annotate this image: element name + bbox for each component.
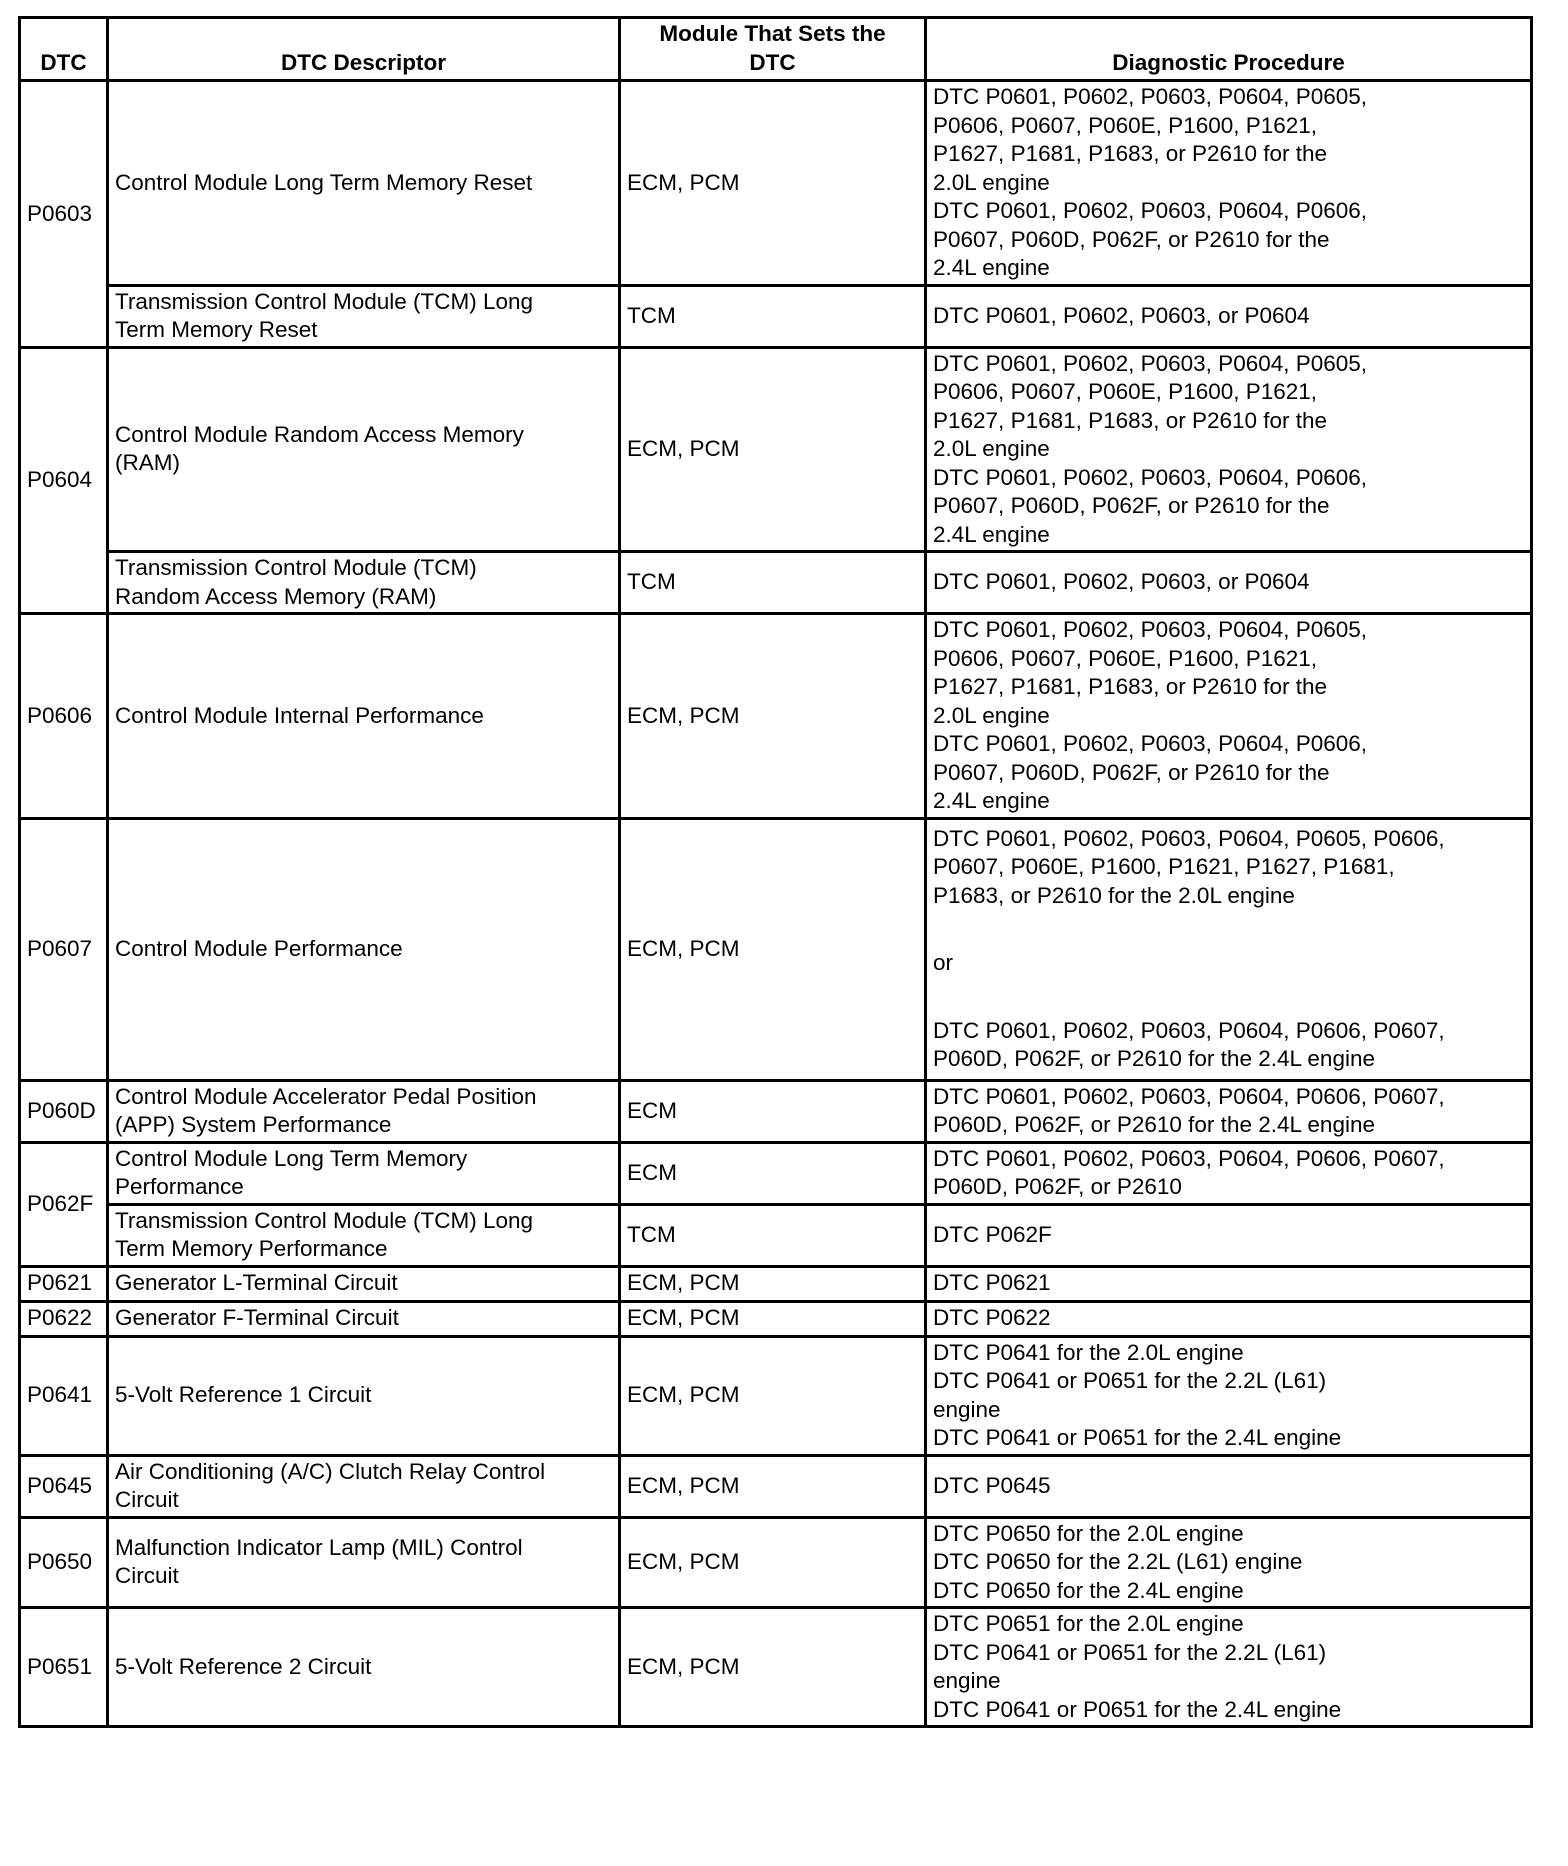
procedure-line: DTC P0601, P0602, P0603, P0604, P0605, [933,350,1368,376]
dtc-descriptor [108,614,620,819]
procedure-cell [926,552,1532,614]
dtc-descriptor [108,1336,620,1455]
procedure-line: DTC P0601, P0602, P0603, or P0604 [933,302,1310,328]
dtc-descriptor [108,1080,620,1142]
dtc-code: P0604 [20,347,108,614]
procedure-line: P0607, P060D, P062F, or P2610 for the [933,759,1330,785]
descriptor-line: Control Module Performance [115,935,403,961]
procedure-line: P0606, P0607, P060E, P1600, P1621, [933,379,1318,404]
module-cell: TCM [620,1204,926,1266]
header-dtc: DTC [20,18,108,81]
dtc-descriptor [108,347,620,552]
procedure-line: DTC P0601, P0602, P0603, P0604, P0605, [933,617,1368,642]
descriptor-line: Control Module Long Term Memory Reset [115,169,533,195]
module-cell: ECM, PCM [620,81,926,286]
procedure-cell [926,818,1532,1080]
procedure-cell [926,1608,1532,1727]
descriptor-line: Circuit [115,1487,179,1512]
descriptor-line: Term Memory Performance [115,1236,388,1261]
procedure-line: P1627, P1681, P1683, or P2610 for the [933,407,1328,433]
table-row [20,1266,1532,1301]
dtc-descriptor [108,1455,620,1517]
dtc-table [18,16,1533,1728]
procedure-cell [926,285,1532,347]
procedure-line: DTC P0601, P0602, P0603, P0604, P0606, [933,198,1368,223]
procedure-cell [926,1517,1532,1608]
descriptor-line: Air Conditioning (A/C) Clutch Relay Control [115,1458,546,1484]
procedure-line: DTC P0641 or P0651 for the 2.4L engine [933,1696,1342,1722]
descriptor-line: Performance [115,1174,244,1199]
dtc-descriptor [108,1608,620,1727]
procedure-cell [926,1204,1532,1266]
module-cell: ECM, PCM [620,1336,926,1455]
procedure-cell [926,81,1532,286]
procedure-line: P1683, or P2610 for the 2.0L engine [933,882,1295,908]
procedure-line: DTC P062F [933,1221,1052,1247]
procedure-line: P0607, P060D, P062F, or P2610 for the [933,226,1330,252]
descriptor-line: Term Memory Reset [115,317,318,342]
module-cell: ECM, PCM [620,818,926,1080]
procedure-cell [926,1266,1532,1301]
procedure-line: DTC P0645 [933,1472,1051,1498]
module-cell: ECM, PCM [620,1455,926,1517]
descriptor-line: 5-Volt Reference 1 Circuit [115,1382,372,1408]
dtc-descriptor [108,818,620,1080]
procedure-line: DTC P0601, P0602, P0603, P0604, P0606, P0607, [933,1145,1445,1171]
procedure-line: engine [933,1668,1001,1693]
module-cell: ECM [620,1142,926,1204]
procedure-line: DTC P0641 for the 2.0L engine [933,1339,1244,1365]
descriptor-line: 5-Volt Reference 2 Circuit [115,1653,372,1679]
procedure-line: P0607, P060E, P1600, P1621, P1627, P1681, [933,854,1395,879]
procedure-line: DTC P0650 for the 2.0L engine [933,1520,1244,1546]
module-cell: ECM, PCM [620,1517,926,1608]
table-header-row [20,18,1532,81]
procedure-line: P060D, P062F, or P2610 for the 2.4L engine [933,1112,1375,1137]
procedure-line: DTC P0601, P0602, P0603, P0604, P0606, [933,731,1368,756]
table-row [20,81,1532,286]
procedure-line: engine [933,1396,1001,1422]
procedure-line: 2.4L engine [933,255,1050,280]
dtc-descriptor [108,552,620,614]
procedure-line: DTC P0650 for the 2.4L engine [933,1577,1244,1603]
procedure-line: P1627, P1681, P1683, or P2610 for the [933,141,1328,166]
table-row [20,347,1532,552]
procedure-or: or [933,950,954,975]
procedure-line: P060D, P062F, or P2610 for the 2.4L engine [933,1046,1375,1071]
module-cell: TCM [620,285,926,347]
procedure-cell [926,347,1532,552]
dtc-descriptor [108,81,620,286]
dtc-descriptor [108,285,620,347]
procedure-line: P0606, P0607, P060E, P1600, P1621, [933,112,1318,138]
table-row [20,1336,1532,1455]
procedure-cell [926,1336,1532,1455]
descriptor-line: Circuit [115,1563,179,1589]
dtc-descriptor [108,1517,620,1608]
header-module [620,18,926,81]
dtc-code: P0607 [20,818,108,1080]
procedure-line: 2.0L engine [933,702,1050,728]
procedure-line: DTC P0641 or P0651 for the 2.2L (L61) [933,1639,1327,1665]
dtc-code: P0651 [20,1608,108,1727]
descriptor-line: Control Module Long Term Memory [115,1145,468,1171]
descriptor-line: Transmission Control Module (TCM) [115,555,477,580]
descriptor-line: Transmission Control Module (TCM) Long [115,288,534,314]
table-row [20,1080,1532,1142]
table-row [20,1142,1532,1204]
dtc-descriptor [108,1204,620,1266]
procedure-cell [926,1301,1532,1336]
procedure-line: P0606, P0607, P060E, P1600, P1621, [933,645,1318,671]
dtc-code: P0641 [20,1336,108,1455]
descriptor-line: Control Module Random Access Memory [115,421,524,447]
header-module-line: DTC [749,49,796,75]
dtc-code: P0606 [20,614,108,819]
descriptor-line: Control Module Internal Performance [115,702,484,728]
procedure-line: 2.0L engine [933,436,1050,461]
descriptor-line: (RAM) [115,450,180,476]
procedure-line: 2.4L engine [933,521,1050,547]
procedure-line: P0607, P060D, P062F, or P2610 for the [933,493,1330,518]
procedure-line: 2.4L engine [933,788,1050,813]
procedure-cell [926,1080,1532,1142]
procedure-line: DTC P0621 [933,1270,1051,1296]
dtc-code: P062F [20,1142,108,1266]
procedure-line: P1627, P1681, P1683, or P2610 for the [933,674,1328,699]
procedure-line: DTC P0601, P0602, P0603, P0604, P0605, P0606, [933,825,1445,851]
table-row [20,614,1532,819]
table-row [20,1204,1532,1266]
table-row [20,1608,1532,1727]
module-cell: TCM [620,552,926,614]
descriptor-line: Generator L-Terminal Circuit [115,1270,398,1296]
procedure-cell [926,1142,1532,1204]
header-procedure: Diagnostic Procedure [926,18,1532,81]
header-descriptor: DTC Descriptor [108,18,620,81]
descriptor-line: Generator F-Terminal Circuit [115,1305,399,1331]
dtc-descriptor [108,1266,620,1301]
descriptor-line: Control Module Accelerator Pedal Position [115,1083,537,1109]
dtc-code: P0645 [20,1455,108,1517]
module-cell: ECM, PCM [620,1301,926,1336]
spacer [933,910,1524,949]
dtc-code: P0603 [20,81,108,348]
procedure-line: DTC P0601, P0602, P0603, or P0604 [933,569,1310,595]
procedure-line: DTC P0641 or P0651 for the 2.4L engine [933,1425,1342,1450]
dtc-descriptor [108,1301,620,1336]
procedure-line: DTC P0601, P0602, P0603, P0604, P0606, P0607, [933,1083,1445,1109]
procedure-line: 2.0L engine [933,169,1050,195]
table-row [20,1301,1532,1336]
spacer [933,978,1524,1017]
dtc-code: P0650 [20,1517,108,1608]
module-cell: ECM, PCM [620,347,926,552]
table-row [20,285,1532,347]
descriptor-line: Transmission Control Module (TCM) Long [115,1207,534,1233]
descriptor-line: Random Access Memory (RAM) [115,583,437,609]
module-cell: ECM, PCM [620,614,926,819]
procedure-line: P060D, P062F, or P2610 [933,1174,1182,1199]
header-module-line: Module That Sets the [659,21,886,46]
procedure-cell [926,614,1532,819]
dtc-code: P0621 [20,1266,108,1301]
table-row [20,1455,1532,1517]
procedure-line: DTC P0622 [933,1305,1051,1331]
procedure-cell [926,1455,1532,1517]
module-cell: ECM, PCM [620,1266,926,1301]
module-cell: ECM [620,1080,926,1142]
procedure-line: DTC P0601, P0602, P0603, P0604, P0605, [933,84,1368,109]
table-row [20,552,1532,614]
dtc-code: P0622 [20,1301,108,1336]
procedure-line: DTC P0601, P0602, P0603, P0604, P0606, P0607, [933,1017,1445,1043]
dtc-code: P060D [20,1080,108,1142]
table-row [20,818,1532,1080]
table-row [20,1517,1532,1608]
descriptor-line: (APP) System Performance [115,1112,392,1137]
procedure-line: DTC P0651 for the 2.0L engine [933,1611,1244,1636]
procedure-line: DTC P0641 or P0651 for the 2.2L (L61) [933,1368,1327,1393]
dtc-descriptor [108,1142,620,1204]
descriptor-line: Malfunction Indicator Lamp (MIL) Control [115,1534,523,1560]
procedure-line: DTC P0650 for the 2.2L (L61) engine [933,1549,1303,1574]
procedure-line: DTC P0601, P0602, P0603, P0604, P0606, [933,464,1368,490]
module-cell: ECM, PCM [620,1608,926,1727]
